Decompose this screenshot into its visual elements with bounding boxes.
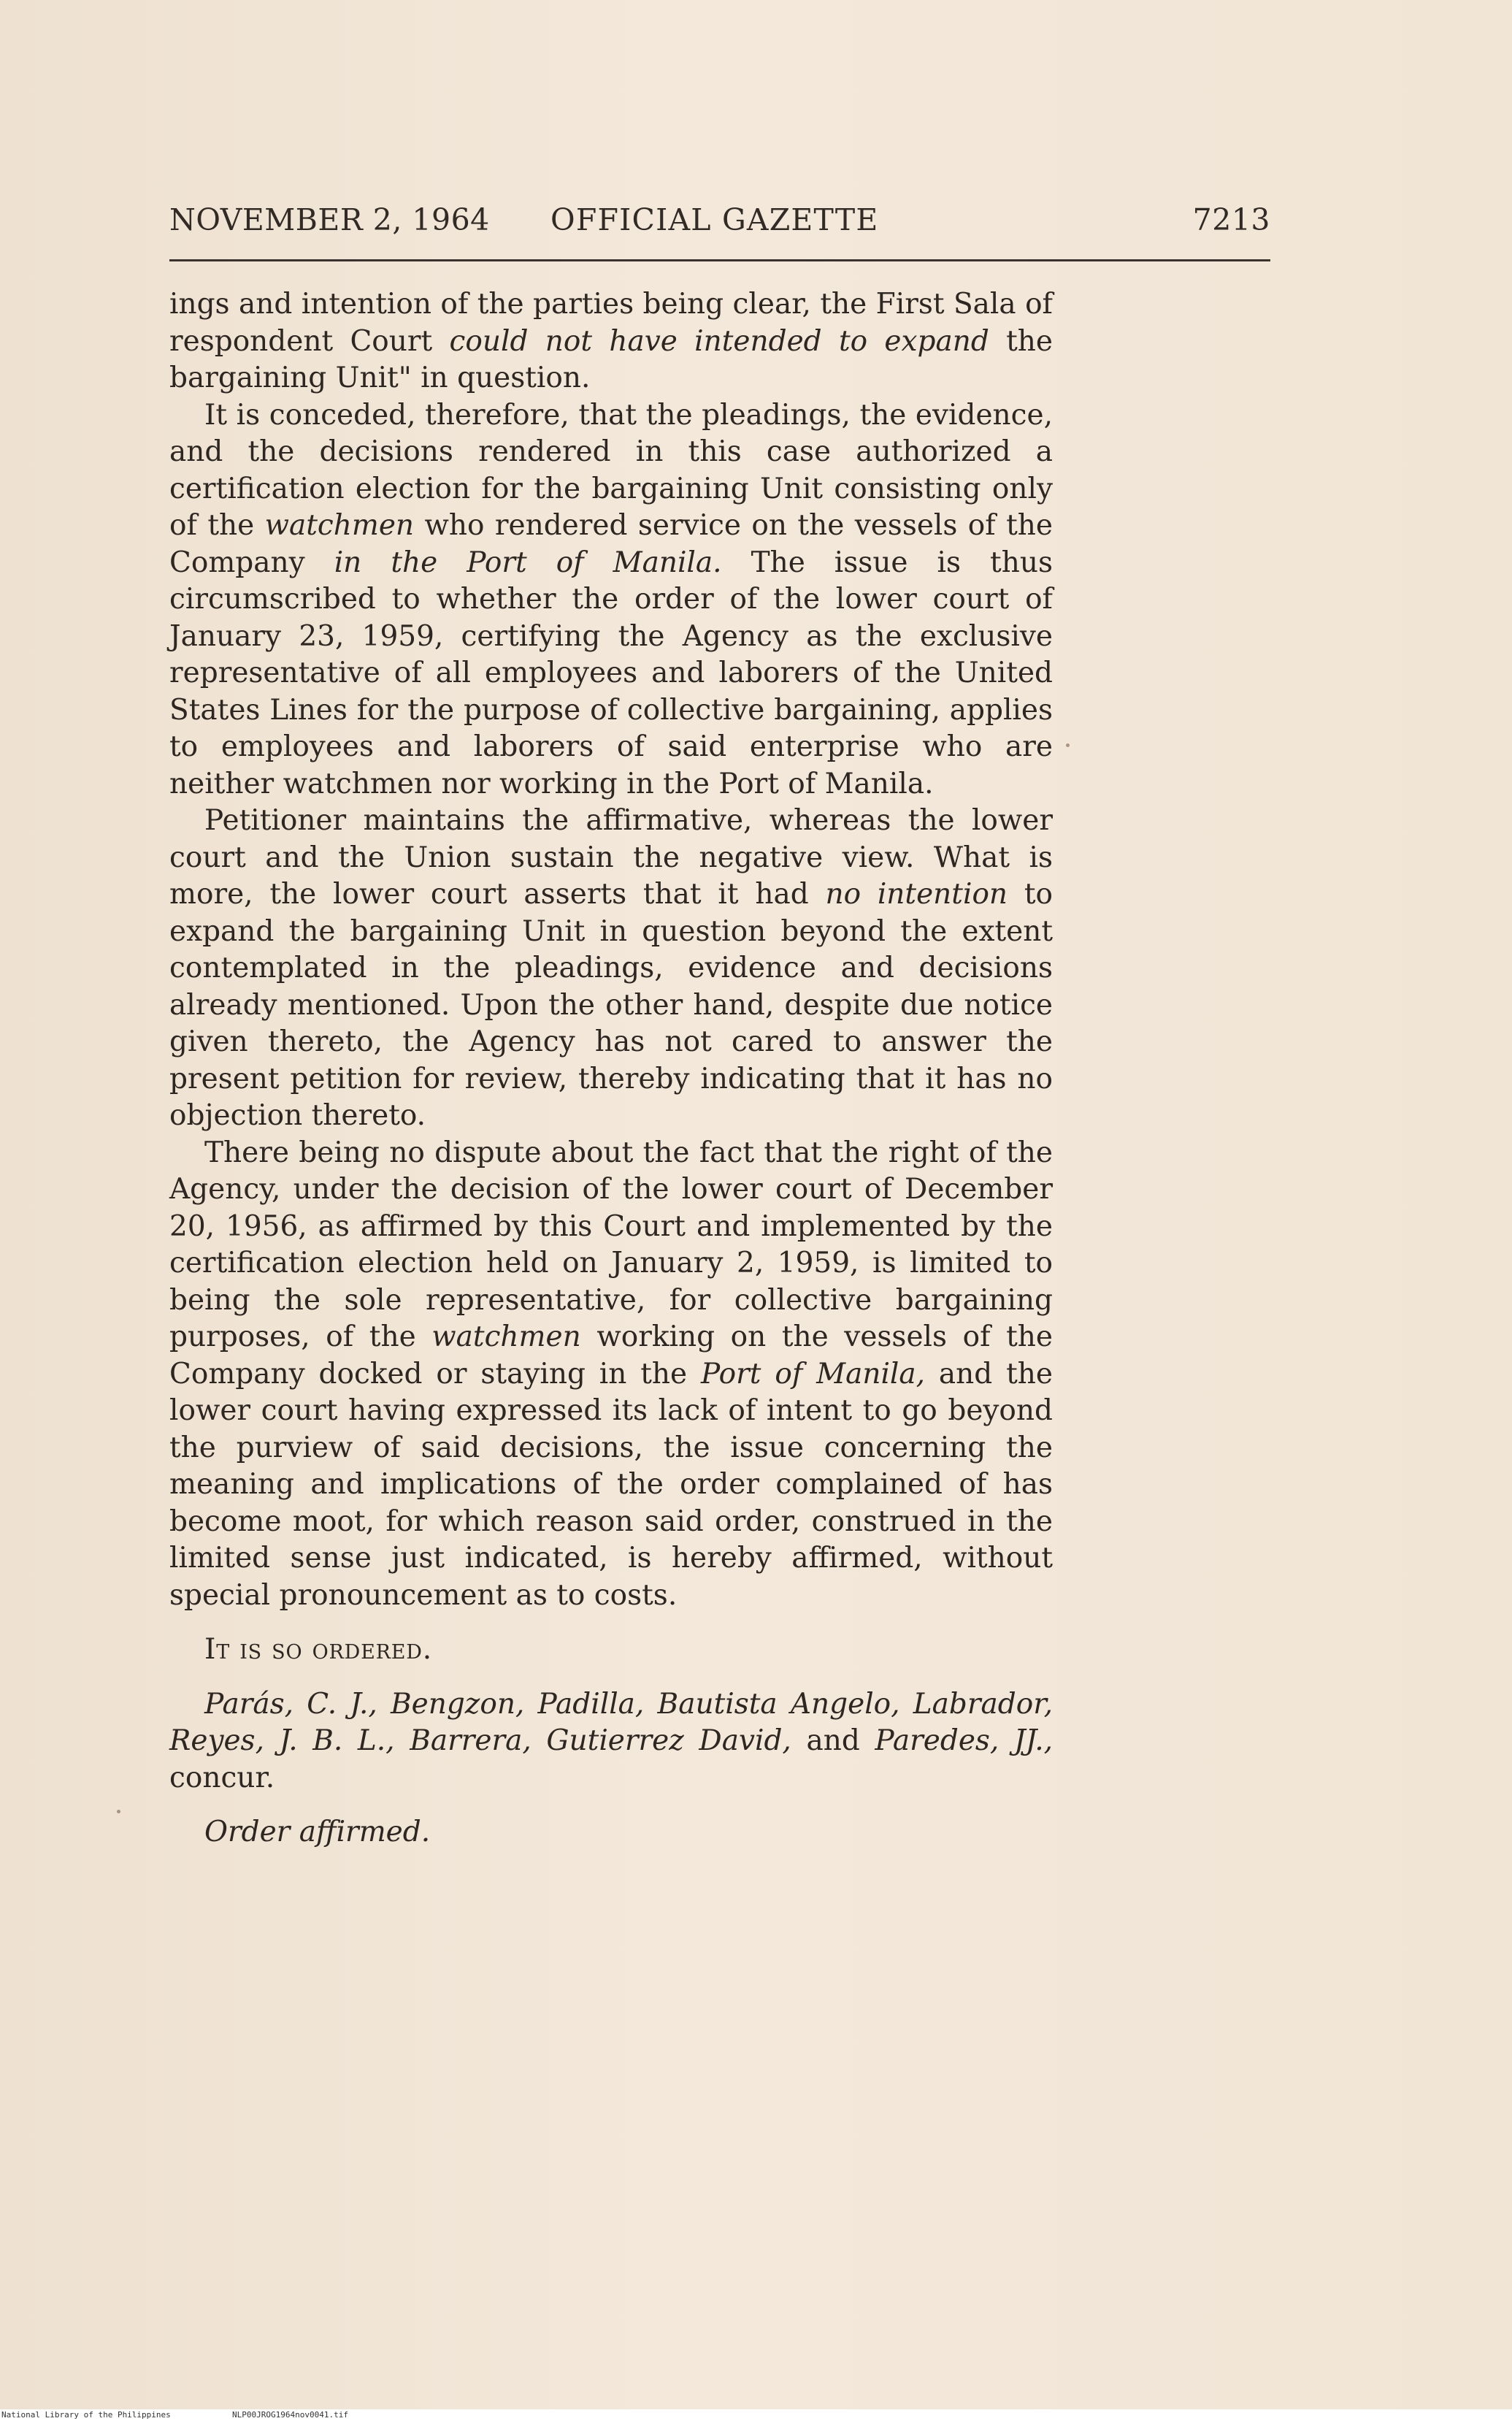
publication-title: OFFICIAL GAZETTE [550, 202, 879, 237]
italic-run: no intention [825, 878, 1008, 911]
text-run: the bargaining Unit" in question. [169, 324, 1053, 394]
text-run: and the lower court having expressed its lack of intent to go beyond the purview of said decisions, the issue concerning the meaning and implications of the order complained of has become moot, for which reason said order, construed in the limited sense just indicated, is hereby affirmed, without special pronouncement as to costs. [169, 1357, 1054, 1612]
text-run: and [791, 1724, 875, 1757]
text-run: Petitioner maintains the affirmative, whereas the lower court and the Union sustain the negative view. What is more, the lower court asserts that it had [169, 804, 1053, 911]
italic-run: watchmen [264, 509, 415, 542]
text-run: to expand the bargaining Unit in question beyond the extent contemplated in the pleadings, evidence and decisions already mentioned. Upon the other hand, despite due notice given thereto, the Agency has not cared to answer the present petition for review, thereby indicating that it has no objection thereto. [169, 878, 1053, 1132]
italic-run: in the Port of Manila. [334, 546, 722, 579]
text-run: working on the vessels of the Company docked or staying in the [169, 1320, 1054, 1391]
page-header [169, 199, 1270, 242]
italic-run: Port of Manila, [701, 1357, 926, 1391]
so-ordered: It is so ordered. [204, 1633, 432, 1666]
paper-speck [1066, 743, 1070, 747]
paragraph-4 [169, 1135, 1053, 1615]
page-number: 7213 [1192, 202, 1270, 237]
footer-file-id: NLP00JROG1964nov0041.tif [232, 2410, 348, 2420]
justices-list-last: Paredes, JJ., [875, 1724, 1053, 1757]
text-run: concur. [169, 1761, 275, 1794]
justices-list: Parás, C. J., Bengzon, Padilla, Bautista Angelo, Labrador, Reyes, J. B. L., Barrera, Gutierrez David, [169, 1687, 1053, 1757]
paragraph-1 [169, 286, 1053, 397]
text-run: There being no dispute about the fact that the right of the Agency, under the decision of the lower court of December 20, 1956, as affirmed by this Court and implemented by the certification election held on January 2, 1959, is limited to being the sole representative, for collective bargaining purposes, of the [169, 1136, 1053, 1353]
header-rule [169, 259, 1270, 261]
text-run: It is conceded, therefore, that the pleadings, the evidence, and the decisions rendered in this case authorized a certification election for the bargaining Unit consisting only of the [169, 398, 1053, 542]
italic-run: could not have intended to expand [449, 324, 989, 358]
paragraph-2 [169, 397, 1053, 803]
paper-speck [117, 1810, 120, 1813]
header-date: NOVEMBER 2, 1964 [169, 202, 490, 237]
disposition: Order affirmed. [204, 1816, 431, 1848]
concurrence [169, 1686, 1053, 1797]
italic-run: watchmen [431, 1320, 581, 1353]
text-run: ings and intention of the parties being clear, the First Sala of respondent Court [169, 288, 1053, 358]
footer-library: National Library of the Philippines [1, 2410, 171, 2420]
scan-footer [0, 2409, 1512, 2421]
text-run: who rendered service on the vessels of the Company [169, 509, 1053, 579]
document-body [169, 286, 1053, 1851]
paragraph-3 [169, 803, 1053, 1135]
text-run: The issue is thus circumscribed to whether the order of the lower court of January 23, 1959, certifying the Agency as the exclusive representative of all employees and laborers of the United States Lines for the purpose of collective bargaining, applies to employees and laborers of said enterprise who are neither watchmen nor working in the Port of Manila. [169, 546, 1053, 800]
